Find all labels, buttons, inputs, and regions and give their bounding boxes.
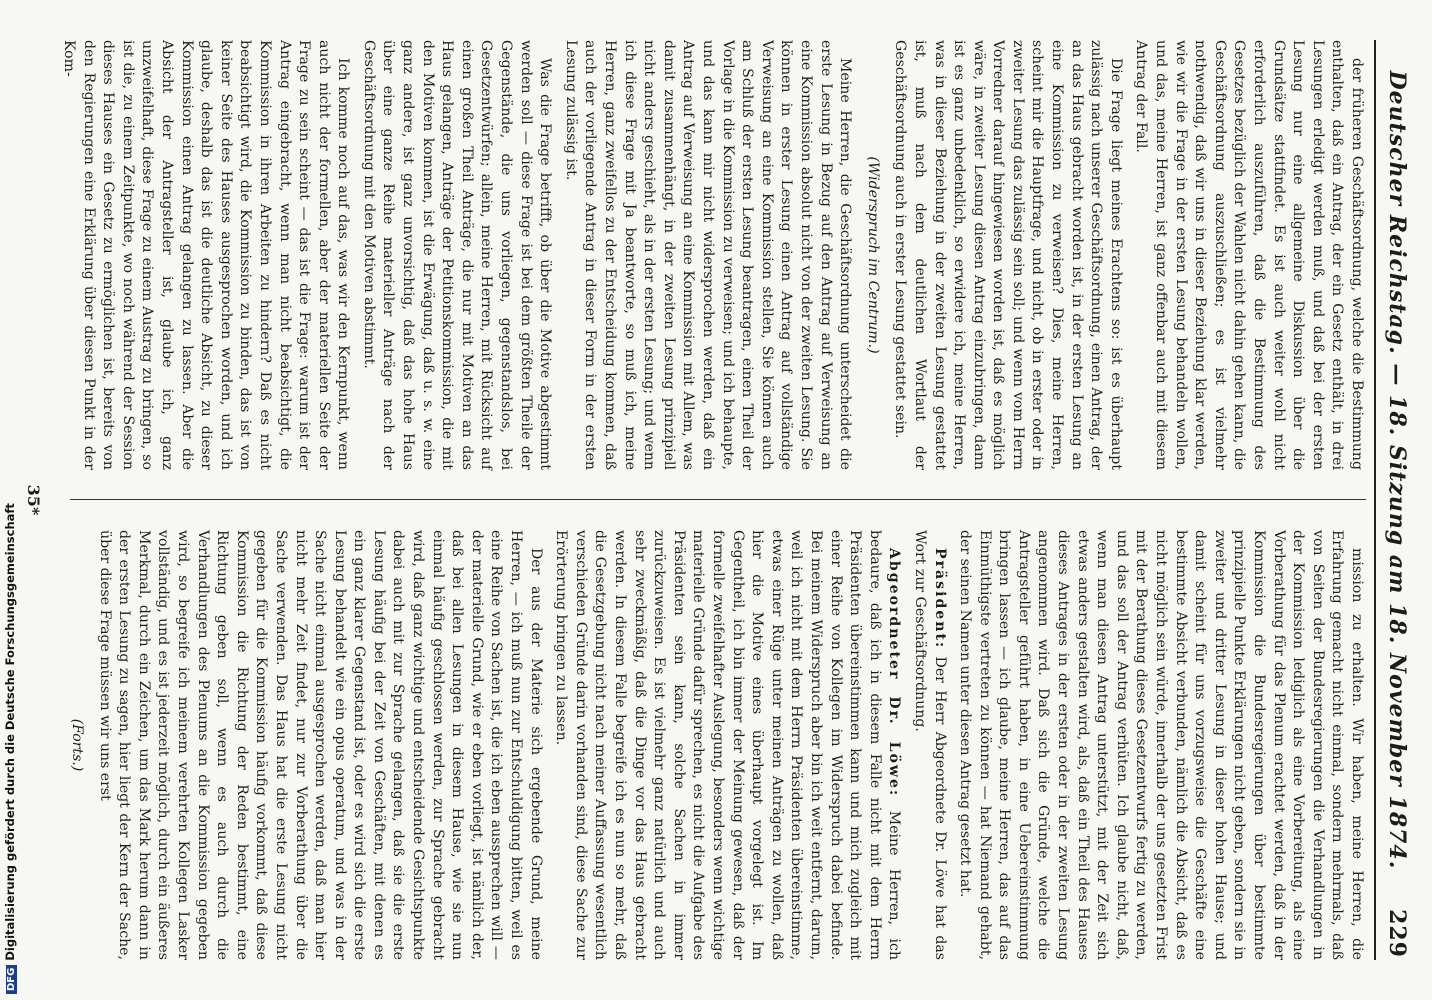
- page-header: [1374, 40, 1416, 960]
- president-label: Präsident:: [931, 548, 948, 650]
- paragraph: Ich komme noch auf das, was wir den Kernpunkt, wenn auch nicht der formellen, aber der materiellen Seite der Frage zu sein scheint — das ist die Frage: warum ist der Antrag eingebracht, wenn man nicht beabsichtigt, die Kommission in ihren Arbeiten zu hindern? Daß es nicht beabsichtigt wird, die Kommission zu binden, das ist von keiner Seite des Hauses ausgesprochen worden, und ich glaube, deshalb das ist die deutliche Absicht, zu dieser Kommission einen Antrag gelangen zu lassen. Aber die Absicht der Antragsteller ist, glaube ich, ganz unzweifelhaft, diese Frage zu einem Austrag zu bringen, so ist die, zu einem Zeitpunkte, wo noch während der Session dieses Hauses ein Gesetz zu ermöglichen ist, bereits von den Regierungen eine Erklärung über diesen Punkt in der Kom-: [61, 40, 352, 470]
- continued-note: (Forts.): [69, 718, 85, 772]
- paragraph: der früheren Geschäftsordnung, welche die Bestimmung enthalten, daß ein Antrag, der ein Gesetz enthält, in drei Lesungen erledigt werden muß, und daß bei der ersten Lesung nur eine allgemeine Diskussion über die Grundsätze stattfindet. Es ist auch weiter wohl nicht erforderlich auszuführen, daß die Bestimmung des Gesetzes bezüglich der Wahlen nicht dahin gehen kann, die Geschäftsordnung auszuschließen; es ist vielmehr nothwendig, daß wir uns in dieser Beziehung klar werden, wie wir die Frage in der ersten Lesung behandeln wollen, und das, meine Herren, ist ganz offenbar auch mit diesem Antrag der Fall.: [1133, 40, 1365, 470]
- text-columns: [61, 40, 1366, 961]
- president-statement: [909, 530, 948, 960]
- speaker-text: Meine Herren, ich bedaure, daß ich in diesem Falle nicht mit dem Herrn Präsidenten übereinstimmen kann und mich zugleich mit einer Reihe von Kollegen im Widerspruch dabei befinde. Bei meinem Widerspruch aber bin ich weit entfernt, darum, weil ich nicht mit dem Herrn Präsidenten übereinstimme, etwas einer Rüge unter meinen Anträgen zu wollen, daß hier die Motive eines überhaupt vorgelegt ist. Im Gegentheil, ich bin immer der Meinung gewesen, daß der formelle zweifelhafter Auslegung, besonders wenn wichtige materielle Gründe dafür sprechen, es nicht die Aufgabe des Präsidenten sein kann, solche Sachen in immer zurückzuweisen. Es ist vielmehr ganz natürlich und auch sehr zweckmäßig, daß die Dinge vor das Haus gebracht werden. In diesem Falle begreife ich es nun so mehr, daß die Gesetzgebung nicht nach meiner Auffassung wesentlich verschieden Gründe darin vorhanden sind, diese Sache zur Erörterung bringen zu lassen.: [553, 530, 903, 961]
- speaker-statement: [551, 530, 904, 960]
- digitization-text: Digitalisierung gefördert durch die Deutsche Forschungsgemeinschaft: [3, 503, 17, 961]
- right-column: [70, 530, 1366, 960]
- column-divider: [70, 499, 1366, 500]
- left-column: [61, 40, 1366, 470]
- speaker-label: Abgeordneter Dr. Löwe:: [886, 548, 903, 798]
- dfg-logo: DFG: [6, 965, 17, 994]
- interjection: (Widerspruch im Centrum.): [864, 156, 881, 354]
- paragraph: Was die Frage betrifft, ob über die Motive abgestimmt werden soll — diese Frage ist bei dem größten Theile der Gegenstände, die uns vorliegen, gegenstandslos, bei Gesetzentwürfen; allein, meine Herren, mit Rücksicht auf einen großen Theil Anträge, die nur mit Motiven an das Haus gelangen, Anträge der Petitionskommission, die mit den Motiven kommen, ist die Erwägung, daß u. s. w. eine ganz andere, ist ganz unvorsichtig, daß das hohe Haus über eine ganze Reihe materieller Anträge nach der Geschäftsordnung mit den Motiven abstimmt.: [360, 40, 554, 470]
- paragraph: Meine Herren, die Geschäftsordnung unterscheidet die erste Lesung in Bezug auf den Antrag auf Verweisung an eine Kommission absolut nicht von der zweiten Lesung. Sie können in erster Lesung einen Antrag auf vollständige Verweisung an eine Kommission stellen, Sie können auch am Schluß der ersten Lesung beantragen, einen Theil der Vorlage in die Kommission zu verweisen; und ich behaupte, und das kann mir nicht widersprochen werden, daß ein Antrag auf Verweisung an eine Kommission mit Allem, was damit zusammenhängt, in der zweiten Lesung prinzipiell nicht anders geschieht, als in der ersten Lesung; und wenn ich diese Frage mit Ja beantworte, so muß ich, meine Herren, ganz zweifellos zu der Entscheidung kommen, daß auch der vorliegende Antrag in dieser Form in der ersten Lesung zulässig ist.: [562, 40, 854, 470]
- page-title: Deutscher Reichstag. — 18. Sitzung am 18. November 1874.: [1384, 70, 1410, 870]
- signature-mark: 35*: [24, 484, 43, 516]
- paragraph: Der aus der Materie sich ergebende Grund, meine Herren, — ich muß nun zur Entschuldigung bitten, weil es eine Reihe von Sachen ist, die ich eben aussprechen will — der materielle Grund, wie er eben vorliegt, ist nämlich der, daß bei allen Lesungen in diesem Hause, wie sie nun einmal häufig geschlossen werden, zur Sprache gebracht wird, daß ganz wichtige und entscheidende Gesichtspunkte dabei auch mit zur Sprache gelangen, daß sie die erste Lesung häufig bei der Zeit von Geschäften, mit denen es ein ganz klarer Gegenstand ist, oder es wird sich die erste Lesung behandelt wie ein opus operatum, und was in der Sache nicht einmal ausgesprochen werden, daß man hier nicht mehr Zeit findet, nur zur Vorberathung über die Sache verwenden. Das Haus hat die erste Lesung nicht gegeben für die Kommission häufig vorkommt, daß diese Kommission die Richtung der Reden bestimmt, eine Richtung geben soll, wenn es auch durch die Verhandlungen des Plenums an die Kommission gegeben wird, so begreife ich meinem verehrten Kollegen Lasker vollständig, und es ist jederzeit möglich, durch ein äußeres Merkmal, durch ein Zeichen, um das Mark herum dann in der ersten Lesung zu sagen, hier liegt der Kern der Sache, über diese Frage müssen wir uns erst: [96, 530, 544, 960]
- paragraph: Die Frage liegt meines Erachtens so: ist es überhaupt zulässig nach unserer Geschäftsordnung, einen Antrag, der an das Haus gebracht worden ist, in der ersten Lesung an eine Kommission zu verweisen? Dies, meine Herren, scheint mir die Hauptfrage, und nicht, ob in erster oder in zweiter Lesung das zulässig sein soll; und wenn vom Herrn Vorredner darauf hingewiesen worden ist, daß es möglich wäre, in zweiter Lesung diesen Antrag einzubringen, dann ist es ganz unbedenklich, so erwidere ich, meine Herren, was in dieser Beziehung in der zweiten Lesung gestattet ist, muß nach dem deutlichen Wortlaut der Geschäftsordnung auch in erster Lesung gestattet sein.: [892, 40, 1124, 470]
- page-number: 229: [1384, 909, 1410, 958]
- paragraph: mission zu erhalten. Wir haben, meine Herren, die Erfahrung gemacht nicht einmal, sondern mehrmals, daß von Seiten der Bundesregierungen die Verhandlungen in der Kommission lediglich als eine Vorbereitung, als eine Vorberathung für das Plenum erachtet werden, daß in der Kommission die Bundesregierungen über bestimmte prinzipielle Punkte Erklärungen nicht geben, sondern sie in zweiter und dritter Lesung in dieser hohen Hause; und damit scheint für uns vorzugsweise die Geschäfte eine bestimmte Absicht verbunden, nämlich die Absicht, daß es nicht möglich sein würde, innerhalb der uns gesetzten Frist mit der Berathung dieses Gesetzentwurfs fertig zu werden, und das soll der Antrag verhüten. Ich glaube nicht, daß, wenn man diesen Antrag unterstützt, mit der Zeit sich etwas anders gestalten wird, als, daß ein Theil des Hauses dieses Antrages in der ersten oder in der zweiten Lesung angenommen wird. Daß sich die Gründe, welche die Antragsteller geführt haben, in eine Uebereinstimmung bringen lassen — ich glaube, meine Herren, das auf das Einmüthigste vertreten zu können — hat Niemand gehabt, der seinen Namen unter diesen Antrag gesetzt hat.: [957, 530, 1365, 960]
- president-text: Der Herr Abgeordnete Dr. Löwe hat das Wort zur Geschäftsordnung.: [911, 530, 948, 961]
